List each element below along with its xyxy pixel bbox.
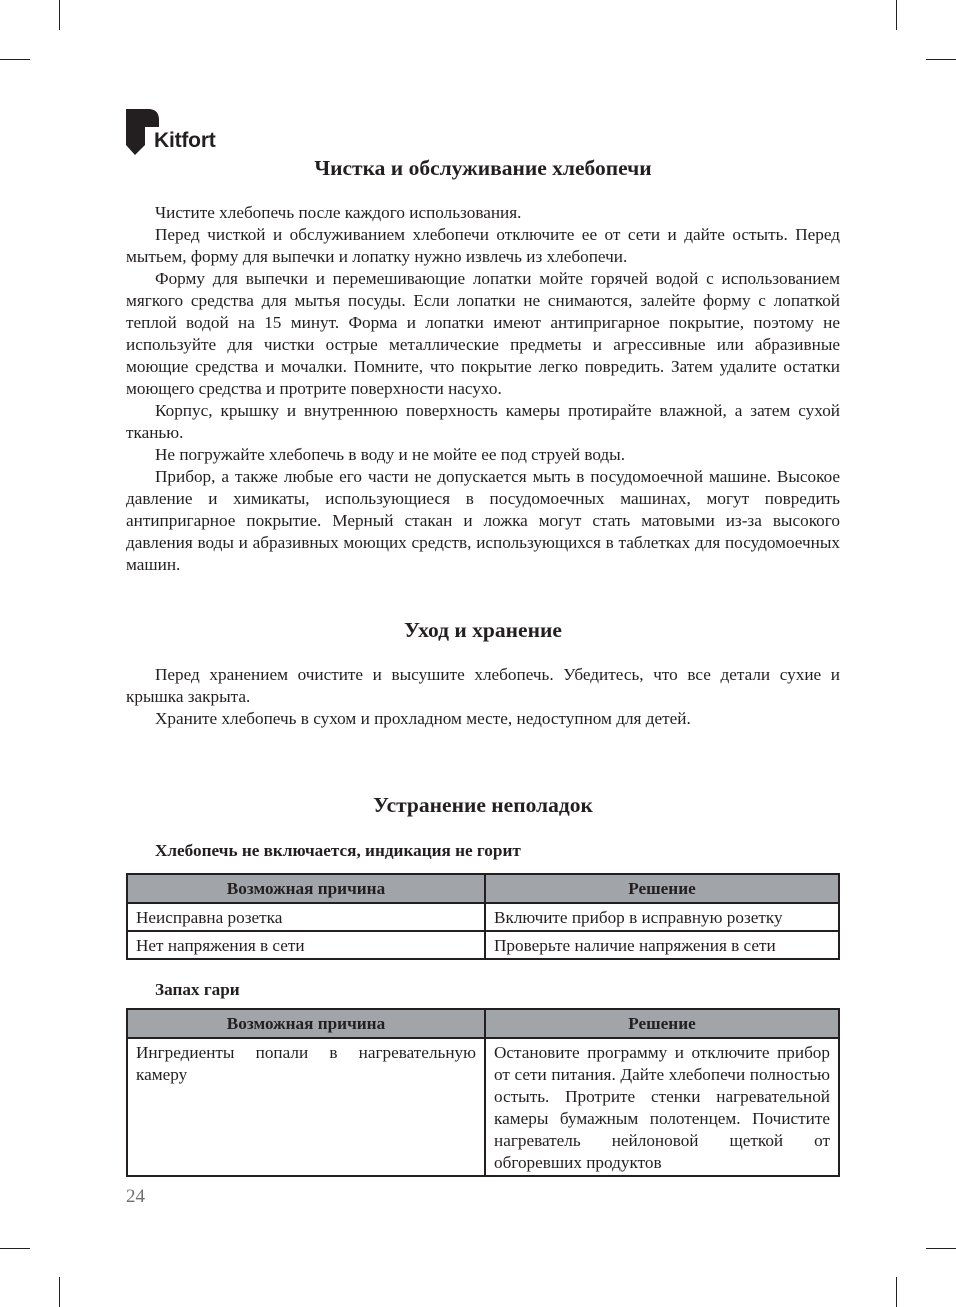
cleaning-paragraph: Прибор, а также любые его части не допускается мыть в посудомоечной машине. Высокое давление и химикаты, использующиеся в посудомоечных машинах, могут повредить антипригарное покрытие. Мерный стакан и ложка могут стать матовыми из-за высокого давления воды и абразивных моющих средств, использующихся в таблетках для посудомоечных машин.	[126, 467, 840, 574]
storage-text	[126, 664, 840, 730]
cause-cell: Неисправна розетка	[127, 903, 485, 931]
table-header-row	[127, 874, 839, 903]
crop-mark	[59, 1277, 60, 1307]
storage-paragraph: Перед хранением очистите и высушите хлебопечь. Убедитесь, что все детали сухие и крышка закрыта.	[126, 665, 840, 706]
table-header-row	[127, 1009, 839, 1038]
crop-mark	[926, 1248, 956, 1249]
crop-mark	[0, 1248, 30, 1249]
cause-cell: Ингредиенты попали в нагревательную камеру	[127, 1038, 485, 1176]
header-cause: Возможная причина	[127, 874, 485, 903]
table-row	[127, 1038, 839, 1176]
problem-heading: Хлебопечь не включается, индикация не горит	[155, 841, 521, 860]
brand-logo	[126, 107, 246, 159]
troubleshooting-table	[126, 873, 840, 960]
cleaning-paragraph: Перед чисткой и обслуживанием хлебопечи отключите ее от сети и дайте остыть. Перед мытьем, форму для выпечки и лопатку нужно извлечь из хлебопечи.	[126, 225, 840, 266]
storage-paragraph: Храните хлебопечь в сухом и прохладном месте, недоступном для детей.	[155, 709, 691, 728]
brand-name: Kitfort	[154, 129, 216, 152]
crop-mark	[926, 59, 956, 60]
solution-cell: Проверьте наличие напряжения в сети	[485, 931, 839, 959]
table-row	[127, 903, 839, 931]
cleaning-paragraph: Форму для выпечки и перемешивающие лопатки мойте горячей водой с использованием мягкого средства для мытья посуды. Если лопатки не снимаются, залейте форму с лопаткой теплой водой на 15 минут. Форма и лопатки имеют антипригарное покрытие, поэтому не используйте для чистки острые металлические предметы и агрессивные или абразивные моющие средства и мочалки. Помните, что покрытие легко повредить. Затем удалите остатки моющего средства и протрите поверхности насухо.	[126, 269, 840, 398]
crop-mark	[896, 1277, 897, 1307]
header-cause: Возможная причина	[127, 1009, 485, 1038]
header-solution: Решение	[485, 874, 839, 903]
troubleshooting-table	[126, 1008, 840, 1177]
page-number: 24	[126, 1186, 145, 1207]
cleaning-title: Чистка и обслуживание хлебопечи	[314, 156, 652, 180]
solution-cell: Включите прибор в исправную розетку	[485, 903, 839, 931]
crop-mark	[59, 0, 60, 30]
problem-heading: Запах гари	[155, 980, 240, 999]
solution-cell: Остановите программу и отключите прибор от сети питания. Дайте хлебопечи полностью остыть. Протрите стенки нагревательной камеры бумажным полотенцем. Почистите нагреватель нейлоновой щеткой от обгоревших продуктов	[485, 1038, 839, 1176]
cause-cell: Нет напряжения в сети	[127, 931, 485, 959]
crop-mark	[896, 0, 897, 30]
cleaning-text	[126, 202, 840, 576]
storage-title: Уход и хранение	[404, 618, 562, 642]
troubleshooting-title: Устранение неполадок	[373, 793, 593, 817]
header-solution: Решение	[485, 1009, 839, 1038]
crop-mark	[0, 59, 30, 60]
cleaning-paragraph: Корпус, крышку и внутреннюю поверхность камеры протирайте влажной, а затем сухой тканью.	[126, 401, 840, 442]
cleaning-paragraph: Чистите хлебопечь после каждого использования.	[155, 203, 522, 222]
table-row	[127, 931, 839, 959]
cleaning-paragraph: Не погружайте хлебопечь в воду и не мойте ее под струей воды.	[155, 445, 626, 464]
